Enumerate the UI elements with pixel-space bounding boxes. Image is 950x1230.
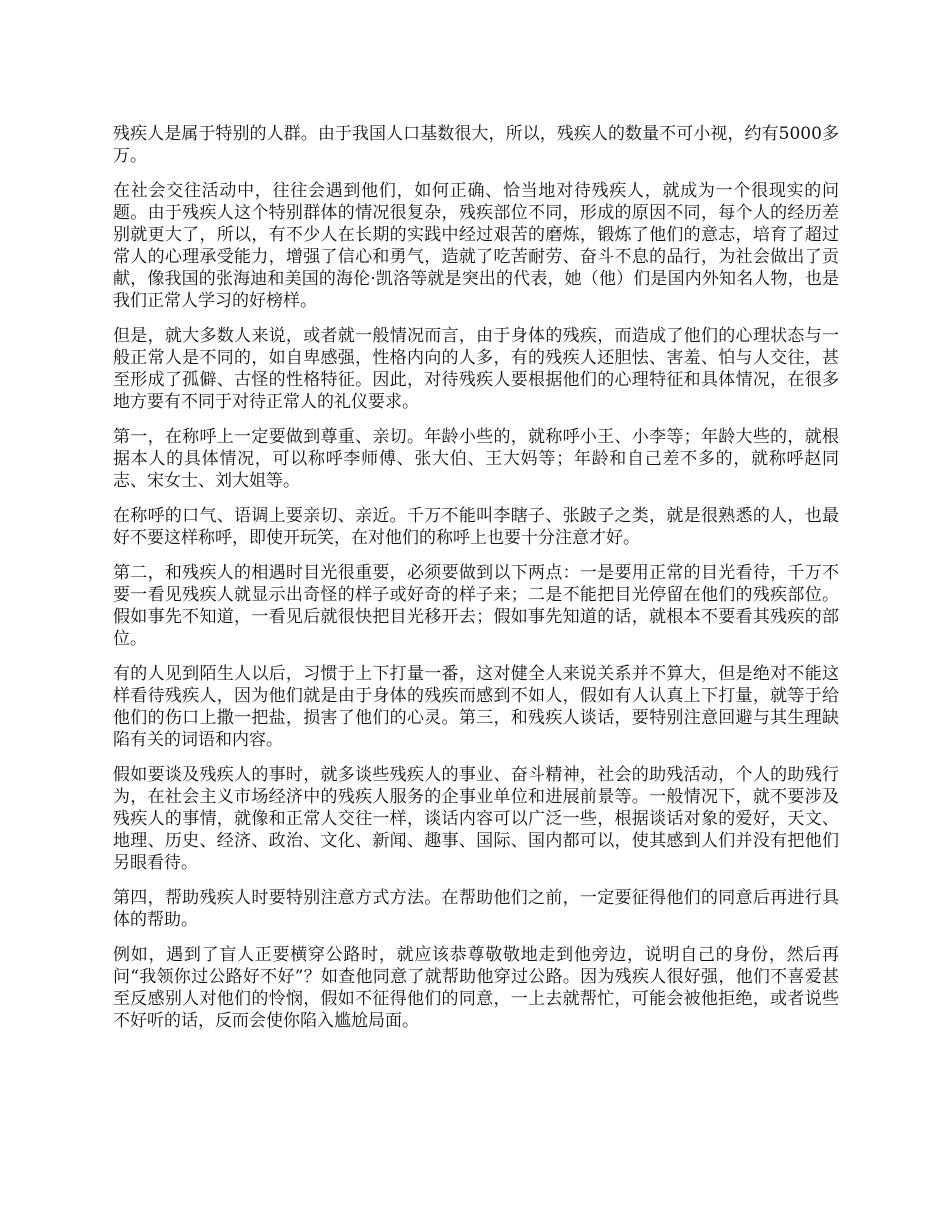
paragraph-intro: 残疾人是属于特别的人群。由于我国人口基数很大，所以，残疾人的数量不可小视，约有5000多万。: [113, 124, 839, 166]
paragraph-psychology: 但是，就大多数人来说，或者就一般情况而言，由于身体的残疾，而造成了他们的心理状态与一般正常人是不同的，如自卑感强，性格内向的人多，有的残疾人还胆怯、害羞、怕与人交往，甚至形成了孤僻、古怪的性格特征。因此，对待残疾人要根据他们的心理特征和具体情况，在很多地方要有不同于对待正常人的礼仪要求。: [113, 326, 839, 412]
paragraph-fourth-helping: 第四，帮助残疾人时要特别注意方式方法。在帮助他们之前，一定要征得他们的同意后再进行具体的帮助。: [113, 888, 839, 930]
paragraph-conversation-topics: 假如要谈及残疾人的事时，就多谈些残疾人的事业、奋斗精神，社会的助残活动，个人的助残行为，在社会主义市场经济中的残疾人服务的企事业单位和进展前景等。一般情况下，就不要涉及残疾人的事情，就像和正常人交往一样，谈话内容可以广泛一些，根据谈话对象的爱好，天文、地理、历史、经济、政治、文化、新闻、趣事、国际、国内都可以，使其感到人们并没有把他们另眼看待。: [113, 765, 839, 873]
paragraph-example-blind: 例如，遇到了盲人正要横穿公路时，就应该恭尊敬敬地走到他旁边，说明自己的身份，然后再问“我领你过公路好不好”？如查他同意了就帮助他穿过公路。因为残疾人很好强，他们不喜爱甚至反感别人对他们的怜悯，假如不征得他们的同意，一上去就帮忙，可能会被他拒绝，或者说些不好听的话，反而会使你陷入尴尬局面。: [113, 945, 839, 1031]
document-body: [113, 123, 839, 1045]
paragraph-second-gaze: 第二，和残疾人的相遇时目光很重要，必须要做到以下两点：一是要用正常的目光看待，千万不要一看见残疾人就显示出奇怪的样子或好奇的样子来；二是不能把目光停留在他们的残疾部位。假如事先不知道，一看见后就很快把目光移开去；假如事先知道的话，就根本不要看其残疾的部位。: [113, 563, 839, 649]
paragraph-addressing-tone: 在称呼的口气、语调上要亲切、亲近。千万不能叫李瞎子、张跛子之类，就是很熟悉的人，也最好不要这样称呼，即使开玩笑，在对他们的称呼上也要十分注意才好。: [113, 506, 839, 548]
paragraph-social-interaction: 在社会交往活动中，往往会遇到他们，如何正确、恰当地对待残疾人，就成为一个很现实的问题。由于残疾人这个特别群体的情况很复杂，残疾部位不同，形成的原因不同，每个人的经历差别就更大了，所以，有不少人在长期的实践中经过艰苦的磨炼，锻炼了他们的意志，培育了超过常人的心理承受能力，增强了信心和勇气，造就了吃苦耐劳、奋斗不息的品行，为社会做出了贡献，像我国的张海迪和美国的海伦·凯洛等就是突出的代表，她（他）们是国内外知名人物，也是我们正常人学习的好榜样。: [113, 181, 839, 311]
paragraph-first-addressing: 第一，在称呼上一定要做到尊重、亲切。年龄小些的，就称呼小王、小李等；年龄大些的，就根据本人的具体情况，可以称呼李师傅、张大伯、王大妈等；年龄和自己差不多的，就称呼赵同志、宋女士、刘大姐等。: [113, 427, 839, 491]
paragraph-third-conversation: 有的人见到陌生人以后，习惯于上下打量一番，这对健全人来说关系并不算大，但是绝对不能这样看待残疾人，因为他们就是由于身体的残疾而感到不如人，假如有人认真上下打量，就等于给他们的伤口上撒一把盐，损害了他们的心灵。第三，和残疾人谈话，要特别注意回避与其生理缺陷有关的词语和内容。: [113, 664, 839, 750]
